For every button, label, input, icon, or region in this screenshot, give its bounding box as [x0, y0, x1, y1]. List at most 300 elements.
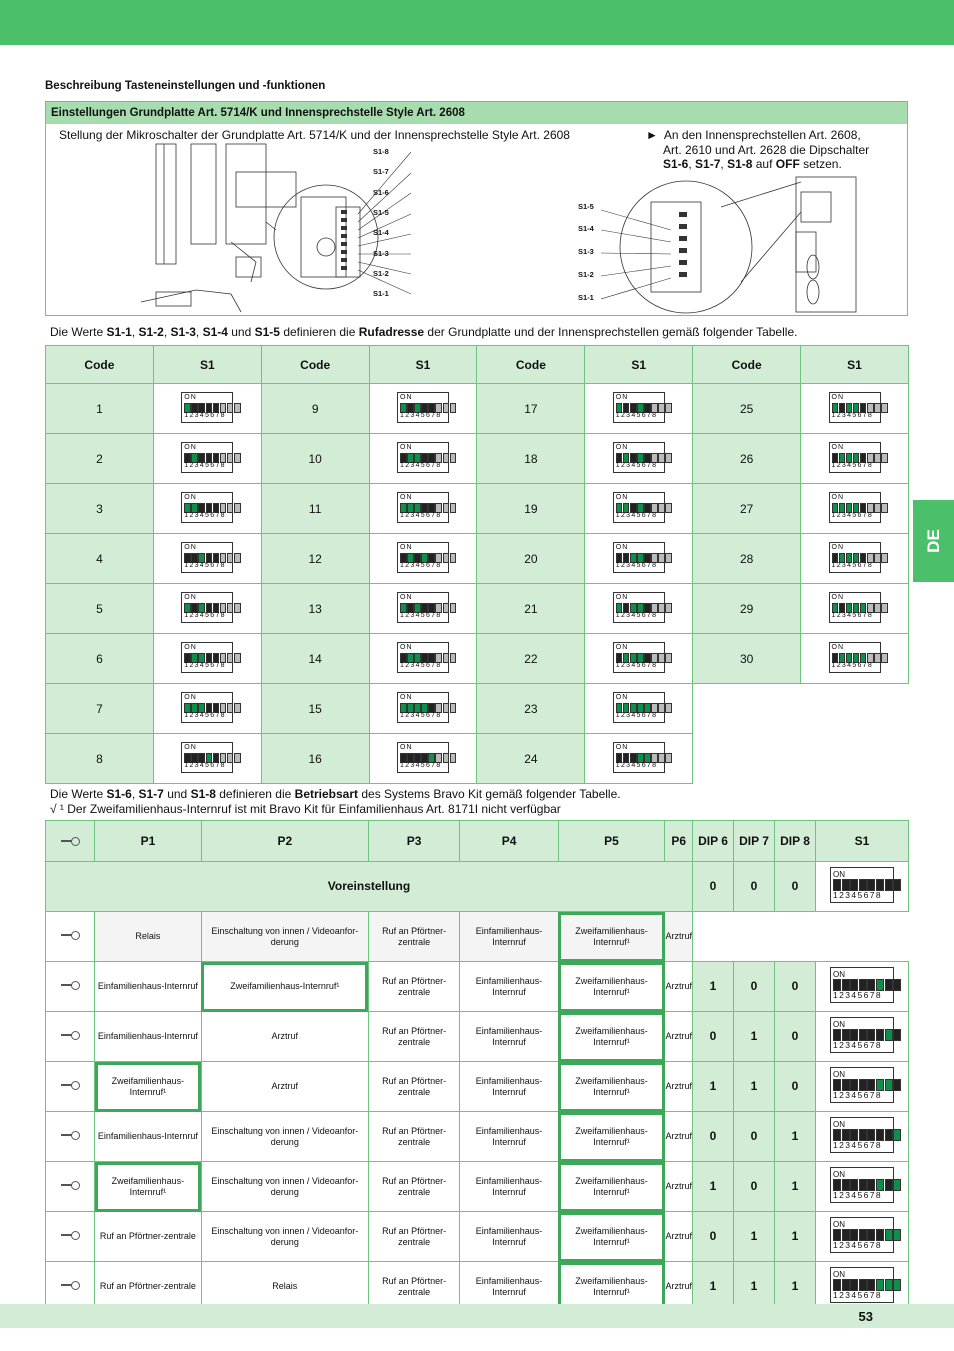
mode-cell-p4: Einfamilienhaus-Internruf: [460, 1012, 558, 1062]
mode-cell-p2: Einschaltung von innen / Videoanfor-derung: [201, 1112, 368, 1162]
key-icon: [61, 1281, 79, 1289]
label-r-s1-2: S1-2: [578, 270, 594, 279]
key-icon: [61, 837, 79, 845]
dip-cell: [443, 753, 450, 763]
dip-on-label: ON: [831, 393, 845, 401]
dip-cell: [443, 603, 450, 613]
mode-cell-p1: Zweifamilienhaus-Internruf¹: [95, 1162, 202, 1212]
dip7-value: 1: [734, 1012, 775, 1062]
dip-on-label: ON: [615, 693, 629, 701]
dip-on-label: ON: [184, 543, 197, 551]
dip-cell: [443, 553, 450, 563]
preset-dip8: 0: [775, 862, 816, 912]
col-p3: P3: [368, 821, 460, 862]
dip-on-label: ON: [833, 1170, 845, 1179]
mode-cell-p3: Ruf an Pförtner-zentrale: [368, 1162, 460, 1212]
dip-numbers: 12345678: [833, 1040, 883, 1050]
col-s1: S1: [585, 346, 693, 384]
dip8-value: 0: [775, 962, 816, 1012]
mode-cell-p5: Zweifamilienhaus-Internruf¹: [558, 1212, 665, 1262]
dip7-value: 0: [734, 1112, 775, 1162]
label-s1-1: S1-1: [373, 289, 389, 298]
dip-cell: [443, 503, 450, 513]
key-cell: [46, 1212, 95, 1262]
bottom-bar: [0, 1304, 954, 1328]
code-cell: 10: [261, 434, 369, 484]
preset-label: Voreinstellung: [46, 862, 693, 912]
col-code: Code: [477, 346, 585, 384]
code-cell: 23: [477, 684, 585, 734]
switch-cell: [801, 434, 909, 484]
switch-cell: [801, 634, 909, 684]
dip-switch: [613, 392, 665, 423]
dip6-value: 1: [693, 1062, 734, 1112]
dip-numbers: 12345678: [615, 511, 658, 519]
switch-cell: [153, 734, 261, 784]
dip-numbers: 12345678: [833, 990, 883, 1000]
mode-cell-p1: Einfamilienhaus-Internruf: [95, 962, 202, 1012]
dip-numbers: 12345678: [615, 711, 658, 719]
dip-switch: [181, 392, 233, 423]
code-cell: 4: [46, 534, 154, 584]
code-cell: 15: [261, 684, 369, 734]
mode-cell-p6: Arztruf: [665, 1062, 693, 1112]
dip-numbers: 12345678: [833, 1140, 883, 1150]
mode-row: [46, 962, 909, 1012]
dip-numbers: 12345678: [831, 661, 874, 669]
dip8-value: 1: [775, 1212, 816, 1262]
dip-numbers: 12345678: [184, 761, 226, 769]
code-cell: 25: [693, 384, 801, 434]
code-cell: 22: [477, 634, 585, 684]
code-cell: 8: [46, 734, 154, 784]
switch-cell: [816, 1062, 909, 1112]
dip-cell: [893, 979, 901, 991]
dip-switch: [829, 392, 881, 423]
dip-cell: [874, 603, 881, 613]
dip-cell: [881, 553, 888, 563]
triangle-icon: ►: [646, 128, 658, 142]
page-number: 53: [858, 1309, 873, 1324]
dip-cell: [881, 653, 888, 663]
dip-cell: [874, 503, 881, 513]
dip-on-label: ON: [831, 543, 845, 551]
mode-cell-p6: Arztruf: [665, 1162, 693, 1212]
code-cell: 28: [693, 534, 801, 584]
dip-cell: [450, 453, 457, 463]
dip-switch: [830, 1167, 894, 1203]
code-cell: 12: [261, 534, 369, 584]
dip-switch: [613, 542, 665, 573]
dip-cell: [234, 453, 241, 463]
dip-on-label: ON: [831, 643, 845, 651]
settings-box-right-text: [646, 128, 891, 172]
dip-numbers: 12345678: [831, 411, 874, 419]
dip6-value: 0: [693, 1112, 734, 1162]
code-cell: 14: [261, 634, 369, 684]
code-cell: 29: [693, 584, 801, 634]
mode-cell-p4: Einfamilienhaus-Internruf: [460, 1062, 558, 1112]
dip-cell: [874, 653, 881, 663]
dip-switch: [830, 867, 894, 903]
mode-cell-p1: Relais: [95, 912, 202, 962]
dip-switch: [830, 1267, 894, 1303]
code-table-header: [46, 346, 909, 384]
dip-switch: [830, 967, 894, 1003]
dip-cell: [443, 453, 450, 463]
dip-on-label: ON: [400, 693, 413, 701]
switch-cell: [369, 534, 477, 584]
label-r-s1-3: S1-3: [578, 247, 594, 256]
dip-cell: [450, 553, 457, 563]
dip-switch: [181, 542, 233, 573]
dip-cell: [443, 403, 450, 413]
dip-on-label: ON: [833, 1220, 845, 1229]
language-tab[interactable]: [913, 500, 954, 582]
key-cell: [46, 912, 95, 962]
switch-cell: [585, 584, 693, 634]
dip-cell: [227, 653, 234, 663]
dip-on-label: ON: [184, 643, 197, 651]
switch-cell: [369, 684, 477, 734]
code-cell: 9: [261, 384, 369, 434]
dip-on-label: ON: [833, 1120, 845, 1129]
mode-cell-p3: Ruf an Pförtner-zentrale: [368, 1212, 460, 1262]
dip-on-label: ON: [615, 743, 629, 751]
note-line-3: S1-6, S1-7, S1-8 auf OFF setzen.: [663, 157, 842, 171]
dip8-value: 0: [775, 1012, 816, 1062]
dip-cell: [885, 1079, 893, 1091]
col-code: Code: [46, 346, 154, 384]
dip-on-label: ON: [400, 743, 413, 751]
language-tab-label: DE: [923, 529, 943, 553]
dip-switch: [397, 742, 449, 773]
top-bar: [0, 0, 954, 45]
dip8-value: 1: [775, 1162, 816, 1212]
switch-cell: [153, 384, 261, 434]
dip-on-label: ON: [615, 393, 629, 401]
dip-switch: [613, 592, 665, 623]
dip-cell: [234, 503, 241, 513]
switch-cell: [153, 534, 261, 584]
key-cell: [46, 1012, 95, 1062]
mode-cell-p4: Einfamilienhaus-Internruf: [460, 1112, 558, 1162]
dip8-value: 1: [775, 1112, 816, 1162]
dip-cell: [658, 553, 665, 563]
switch-cell: [585, 384, 693, 434]
switch-cell: [153, 434, 261, 484]
dip-switch: [613, 692, 665, 723]
switch-cell: [369, 734, 477, 784]
code-cell: 21: [477, 584, 585, 634]
dip-cell: [665, 503, 672, 513]
label-r-s1-1: S1-1: [578, 293, 594, 302]
dip-cell: [658, 503, 665, 513]
dip-cell: [881, 403, 888, 413]
switch-cell: [801, 484, 909, 534]
mode-table-header: [46, 821, 909, 862]
dip-numbers: 12345678: [400, 411, 442, 419]
dip-cell: [234, 553, 241, 563]
mode-cell-p2: Arztruf: [201, 1062, 368, 1112]
switch-cell: [369, 484, 477, 534]
col-s1: S1: [801, 346, 909, 384]
switch-cell: [369, 384, 477, 434]
dip-numbers: 12345678: [400, 611, 442, 619]
dip-on-label: ON: [400, 643, 413, 651]
dip-on-label: ON: [400, 493, 413, 501]
dip-cell: [234, 653, 241, 663]
dip-numbers: 12345678: [184, 711, 226, 719]
dip-cell: [665, 703, 672, 713]
dip-cell: [227, 703, 234, 713]
dip6-value: 0: [693, 1012, 734, 1062]
dip-cell: [443, 703, 450, 713]
code-cell: 13: [261, 584, 369, 634]
dip-numbers: 12345678: [833, 1190, 883, 1200]
code-cell: 26: [693, 434, 801, 484]
dip-on-label: ON: [831, 493, 845, 501]
dip7-value: 0: [734, 1162, 775, 1212]
code-cell: 19: [477, 484, 585, 534]
mode-cell-p4: Einfamilienhaus-Internruf: [460, 962, 558, 1012]
code-row: [46, 484, 909, 534]
key-cell: [46, 962, 95, 1012]
dip-numbers: 12345678: [615, 761, 658, 769]
dip-on-label: ON: [184, 693, 197, 701]
mode-cell-p4: Einfamilienhaus-Internruf: [460, 1212, 558, 1262]
dip-cell: [885, 1129, 893, 1141]
dip-switch: [397, 692, 449, 723]
dip-cell: [885, 1179, 893, 1191]
dip-on-label: ON: [833, 970, 845, 979]
dip-on-label: ON: [833, 870, 845, 879]
dip-on-label: ON: [184, 443, 197, 451]
dip-cell: [227, 603, 234, 613]
dip-switch: [181, 442, 233, 473]
col-dip6: DIP 6: [693, 821, 734, 862]
switch-cell: [816, 1162, 909, 1212]
switch-cell: [816, 1112, 909, 1162]
code-cell: 3: [46, 484, 154, 534]
dip-numbers: 12345678: [400, 561, 442, 569]
code-cell: 6: [46, 634, 154, 684]
dip-cell: [227, 403, 234, 413]
switch-cell: [816, 1012, 909, 1062]
mode-cell-p2: Relais: [201, 1262, 368, 1312]
dip-switch: [397, 492, 449, 523]
dip-cell: [450, 703, 457, 713]
switch-cell: [153, 634, 261, 684]
mode-cell-p3: Ruf an Pförtner-zentrale: [368, 962, 460, 1012]
mode-cell-p5: Zweifamilienhaus-Internruf¹: [558, 1062, 665, 1112]
mode-row: [46, 1012, 909, 1062]
dip7-value: 0: [734, 962, 775, 1012]
dip-cell: [893, 1029, 901, 1041]
dip-cell: [881, 453, 888, 463]
code-cell: 11: [261, 484, 369, 534]
dip-cell: [665, 453, 672, 463]
dip-cell: [885, 1229, 893, 1241]
dip-switch: [829, 642, 881, 673]
col-s1: S1: [153, 346, 261, 384]
col-code: Code: [693, 346, 801, 384]
dip6-value: 1: [693, 1162, 734, 1212]
dip-cell: [450, 753, 457, 763]
mode-row: [46, 1062, 909, 1112]
dip-switch: [181, 642, 233, 673]
note-betriebsart: Die Werte S1-6, S1-7 und S1-8 definieren die Betriebsart des Systems Bravo Kit gemäß folgender Tabelle.: [50, 787, 621, 801]
settings-box: [45, 101, 908, 316]
mode-table: [45, 820, 909, 1312]
col-p4: P4: [460, 821, 558, 862]
mode-cell-p4: Einfamilienhaus-Internruf: [460, 1262, 558, 1312]
dip-cell: [665, 603, 672, 613]
settings-box-title: Einstellungen Grundplatte Art. 5714/K und Innensprechstelle Style Art. 2608: [46, 102, 907, 124]
dip-numbers: 12345678: [831, 611, 874, 619]
dip6-value: 1: [693, 962, 734, 1012]
label-s1-3: S1-3: [373, 249, 389, 258]
dip-numbers: 12345678: [833, 1090, 883, 1100]
code-cell: 27: [693, 484, 801, 534]
dip-numbers: 12345678: [184, 611, 226, 619]
mode-cell-p3: Ruf an Pförtner-zentrale: [368, 1012, 460, 1062]
dip-cell: [450, 653, 457, 663]
mode-cell-p5: Zweifamilienhaus-Internruf¹: [558, 1162, 665, 1212]
dip-numbers: 12345678: [615, 561, 658, 569]
mode-row: [46, 1212, 909, 1262]
code-cell: 16: [261, 734, 369, 784]
col-p5: P5: [558, 821, 665, 862]
empty-cell: [693, 734, 909, 784]
label-s1-7: S1-7: [373, 167, 389, 176]
mode-cell-p3: Ruf an Pförtner-zentrale: [368, 1262, 460, 1312]
dip-numbers: 12345678: [615, 611, 658, 619]
key-icon: [61, 931, 79, 939]
key-icon: [61, 1031, 79, 1039]
dip7-value: 1: [734, 1062, 775, 1112]
code-row: [46, 434, 909, 484]
mode-cell-p5: Zweifamilienhaus-Internruf¹: [558, 962, 665, 1012]
label-s1-6: S1-6: [373, 188, 389, 197]
dip-cell: [227, 453, 234, 463]
dip-cell: [450, 603, 457, 613]
dip-switch: [830, 1017, 894, 1053]
dip-on-label: ON: [184, 493, 197, 501]
label-s1-8: S1-8: [373, 147, 389, 156]
label-r-s1-5: S1-5: [578, 202, 594, 211]
mode-cell-p6: Arztruf: [665, 1262, 693, 1312]
dip-cell: [227, 553, 234, 563]
code-table: [45, 345, 909, 784]
mode-cell-p4: Einfamilienhaus-Internruf: [460, 1162, 558, 1212]
switch-cell: [369, 634, 477, 684]
dip8-value: 0: [775, 1062, 816, 1112]
key-icon: [61, 981, 79, 989]
dip-switch: [181, 492, 233, 523]
switch-cell: [585, 484, 693, 534]
dip8-value: 1: [775, 1262, 816, 1312]
dip-switch: [613, 442, 665, 473]
dip-on-label: ON: [833, 1020, 845, 1029]
code-cell: 18: [477, 434, 585, 484]
dip-on-label: ON: [184, 593, 197, 601]
dip-numbers: 12345678: [184, 411, 226, 419]
dip-on-label: ON: [615, 443, 629, 451]
switch-cell: [801, 384, 909, 434]
dip-switch: [613, 492, 665, 523]
col-s1: S1: [816, 821, 909, 862]
dip-cell: [874, 453, 881, 463]
switch-cell: [816, 1212, 909, 1262]
switch-cell: [585, 434, 693, 484]
dip-numbers: 12345678: [615, 661, 658, 669]
switch-cell: [153, 684, 261, 734]
mode-cell-p4: Einfamilienhaus-Internruf: [460, 912, 558, 962]
dip6-value: 1: [693, 1262, 734, 1312]
dip-cell: [234, 403, 241, 413]
dip-cell: [881, 503, 888, 513]
dip-switch: [181, 592, 233, 623]
dip-cell: [658, 403, 665, 413]
dip-numbers: 12345678: [184, 511, 226, 519]
col-dip8: DIP 8: [775, 821, 816, 862]
preset-row: [46, 862, 909, 912]
key-header: [46, 821, 95, 862]
dip-on-label: ON: [400, 543, 413, 551]
code-cell: 24: [477, 734, 585, 784]
switch-cell: [585, 684, 693, 734]
col-dip7: DIP 7: [734, 821, 775, 862]
mode-cell-p1: Einfamilienhaus-Internruf: [95, 1112, 202, 1162]
dip-numbers: 12345678: [184, 461, 226, 469]
col-code: Code: [261, 346, 369, 384]
dip-on-label: ON: [400, 593, 413, 601]
dip-numbers: 12345678: [833, 1290, 883, 1300]
dip-switch: [613, 742, 665, 773]
label-s1-2: S1-2: [373, 269, 389, 278]
dip-switch: [397, 392, 449, 423]
dip-switch: [181, 742, 233, 773]
dip-cell: [874, 553, 881, 563]
dip-cell: [893, 1079, 901, 1091]
mode-cell-p5: Zweifamilienhaus-Internruf¹: [558, 1112, 665, 1162]
mode-cell-p3: Ruf an Pförtner-zentrale: [368, 1062, 460, 1112]
dip-numbers: 12345678: [400, 711, 442, 719]
dip-cell: [450, 403, 457, 413]
dip-cell: [893, 1129, 901, 1141]
key-icon: [61, 1231, 79, 1239]
mode-row: [46, 912, 909, 962]
mode-row: [46, 1162, 909, 1212]
switch-cell: [585, 534, 693, 584]
dip-switch: [830, 1217, 894, 1253]
preset-dip6: 0: [693, 862, 734, 912]
switch-cell: [369, 434, 477, 484]
dip-switch: [829, 442, 881, 473]
key-cell: [46, 1162, 95, 1212]
mode-cell-p2: Einschaltung von innen / Videoanfor-derung: [201, 912, 368, 962]
dip-switch: [397, 592, 449, 623]
settings-box-left-text: Stellung der Mikroschalter der Grundplatte Art. 5714/K und der Innensprechstelle Style Art. 2608: [59, 128, 570, 142]
dip-switch: [397, 542, 449, 573]
switch-cell: [153, 584, 261, 634]
note-line-2: Art. 2610 und Art. 2628 die Dipschalter: [663, 142, 870, 157]
dip-on-label: ON: [615, 643, 629, 651]
dip-numbers: 12345678: [400, 461, 442, 469]
switch-cell: [585, 734, 693, 784]
dip-numbers: 12345678: [831, 511, 874, 519]
